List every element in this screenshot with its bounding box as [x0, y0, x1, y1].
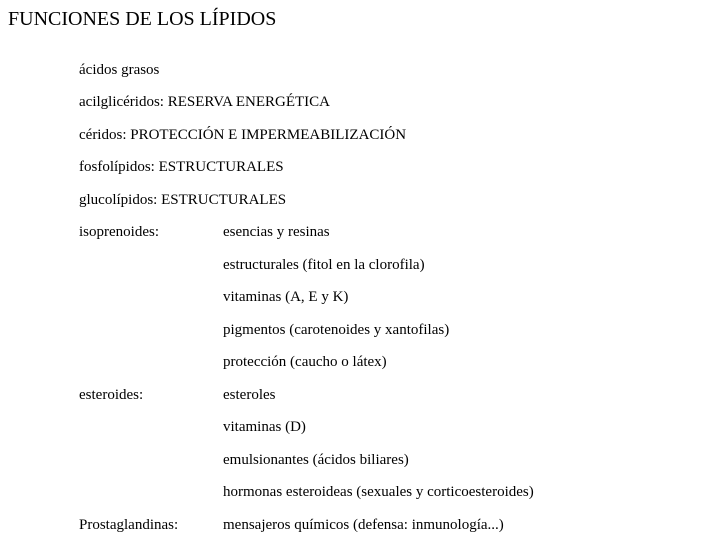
- list-item-esteroides-sub: [79, 444, 709, 477]
- group-label: Prostaglandinas:: [79, 516, 179, 533]
- group-value: vitaminas (D): [223, 419, 306, 436]
- list-item-isoprenoides-sub: [79, 249, 709, 282]
- list-item-isoprenoides-sub: [79, 347, 709, 380]
- page-title: FUNCIONES DE LOS LÍPIDOS: [8, 8, 277, 30]
- item-text: glucolípidos: ESTRUCTURALES: [79, 191, 287, 208]
- group-value: vitaminas (A, E y K): [223, 289, 349, 306]
- group-label: esteroides:: [79, 386, 144, 403]
- list-item-esteroides-sub: [79, 477, 709, 510]
- group-value: esencias y resinas: [223, 224, 330, 241]
- lipid-functions-list: [79, 54, 709, 542]
- group-value: emulsionantes (ácidos biliares): [223, 451, 409, 468]
- list-item-isoprenoides-sub: [79, 282, 709, 315]
- item-text: ácidos grasos: [79, 61, 160, 78]
- item-text: acilglicéridos: RESERVA ENERGÉTICA: [79, 94, 331, 111]
- list-item-esteroides: [79, 379, 709, 412]
- group-label: isoprenoides:: [79, 224, 159, 241]
- list-item-acilgliceridos: [79, 87, 709, 120]
- list-item-esteroides-sub: [79, 412, 709, 445]
- group-value: esteroles: [223, 386, 276, 403]
- group-value: mensajeros químicos (defensa: inmunología...): [223, 516, 504, 533]
- list-item-isoprenoides: [79, 217, 709, 250]
- item-text: céridos: PROTECCIÓN E IMPERMEABILIZACIÓN: [79, 126, 407, 143]
- list-item-glucolipidos: [79, 184, 709, 217]
- group-value: protección (caucho o látex): [223, 354, 387, 371]
- group-value: hormonas esteroideas (sexuales y corticoesteroides): [223, 484, 534, 501]
- group-value: estructurales (fitol en la clorofila): [223, 256, 425, 273]
- group-value: pigmentos (carotenoides y xantofilas): [223, 321, 450, 338]
- list-item-acidos-grasos: [79, 54, 709, 87]
- list-item-prostaglandinas: [79, 509, 709, 542]
- list-item-ceridos: [79, 119, 709, 152]
- list-item-fosfolipidos: [79, 152, 709, 185]
- item-text: fosfolípidos: ESTRUCTURALES: [79, 159, 284, 176]
- list-item-isoprenoides-sub: [79, 314, 709, 347]
